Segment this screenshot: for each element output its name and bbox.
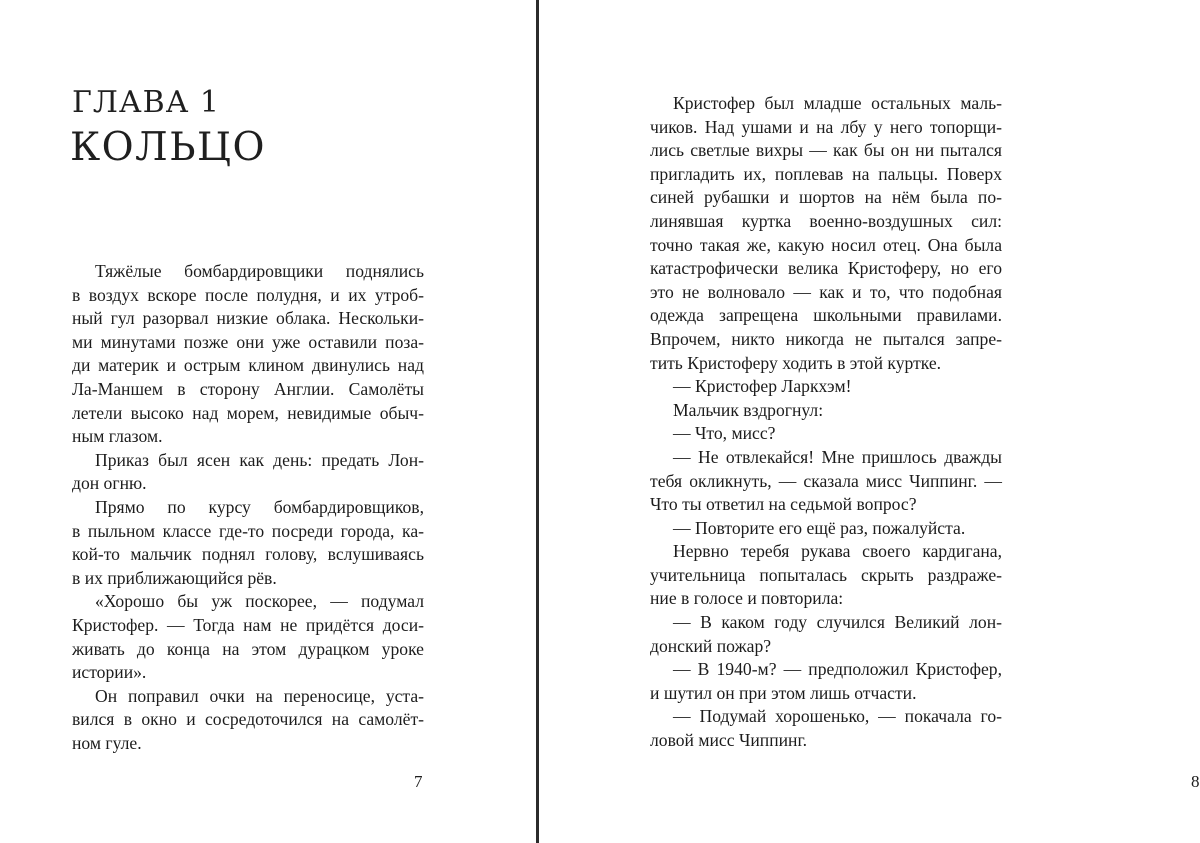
text-line: ми минутами позже они уже оставили поза-	[72, 331, 424, 352]
text-line: и шутил он при этом лишь отчасти.	[650, 682, 917, 703]
text-line: Кристофер. — Тогда нам не придётся доси-	[72, 614, 424, 635]
text-line: Ла-Маншем в сторону Англии. Самолёты	[72, 378, 424, 399]
text-line: донский пожар?	[650, 635, 772, 656]
chapter-title: КОЛЬЦО	[70, 125, 266, 170]
text-line: Нервно теребя рукава своего кардигана,	[673, 541, 1002, 562]
text-line: учительница попыталась скрыть раздраже-	[650, 564, 1002, 585]
text-line: — Не отвлекайся! Мне пришлось дважды	[673, 446, 1002, 467]
text-line: чиков. Над ушами и на лбу у него топорщи-	[650, 116, 1002, 137]
text-line: — В 1940-м? — предположил Кристофер,	[673, 659, 1002, 680]
text-line: вился в окно и сосредоточился на самолёт-	[72, 709, 424, 730]
page-number-left: 7	[414, 772, 423, 791]
text-line: летели высоко над морем, невидимые обыч-	[72, 402, 424, 423]
text-line: одежда запрещена школьными правилами.	[650, 305, 1002, 326]
text-line: Прямо по курсу бомбардировщиков,	[95, 496, 424, 517]
text-line: Что ты ответил на седьмой вопрос?	[650, 494, 917, 515]
text-line: в воздух вскоре после полудня, и их утроб-	[72, 284, 424, 305]
text-line: кой-то мальчик поднял голову, вслушиваясь	[72, 544, 424, 565]
text-line: — Что, мисс?	[673, 423, 776, 444]
left-page-body-text	[72, 260, 424, 755]
text-line: точно такая же, какую носил отец. Она была	[650, 234, 1002, 255]
text-line: в их приближающийся рёв.	[72, 567, 277, 588]
chapter-label: ГЛАВА 1	[72, 85, 221, 120]
text-line: — Подумай хорошенько, — покачала го-	[673, 706, 1002, 727]
text-line: дон огню.	[72, 473, 147, 494]
text-line: Кристофер был младше остальных маль-	[673, 93, 1002, 113]
text-line: — Повторите его ещё раз, пожалуйста.	[673, 517, 966, 538]
text-line: Мальчик вздрогнул:	[673, 399, 824, 420]
text-line: ным глазом.	[72, 426, 163, 447]
text-line: Впрочем, никто никогда не пытался запре-	[650, 328, 1002, 349]
text-line: лись светлые вихры — как бы он ни пытался	[650, 140, 1002, 161]
text-line: тебя окликнуть, — сказала мисс Чиппинг. —	[650, 470, 1002, 491]
text-line: Тяжёлые бомбардировщики поднялись	[95, 261, 424, 281]
text-line: Приказ был ясен как день: предать Лон-	[95, 449, 424, 470]
text-line: истории».	[72, 662, 147, 683]
text-line: ние в голосе и повторила:	[650, 588, 844, 609]
page-number-right: 8	[1191, 772, 1200, 791]
text-line: Он поправил очки на переносице, уста-	[95, 685, 424, 706]
right-page	[541, 0, 1200, 843]
text-line: живать до конца на этом дурацком уроке	[72, 638, 424, 659]
text-line: это не волновало — как и то, что подобная	[650, 281, 1002, 302]
text-line: ди материк и острым клином двинулись над	[72, 355, 424, 376]
text-line: синей рубашки и шортов на нём была по-	[650, 187, 1002, 208]
text-line: — Кристофер Ларкхэм!	[673, 376, 852, 397]
right-page-body-text	[650, 92, 1002, 753]
text-line: «Хорошо бы уж поскорее, — подумал	[95, 591, 424, 612]
left-page	[0, 0, 537, 843]
text-line: линявшая куртка военно-воздушных сил:	[650, 210, 1002, 231]
page-gutter-divider	[536, 0, 539, 843]
text-line: тить Кристоферу ходить в этой куртке.	[650, 352, 942, 373]
text-line: в пыльном классе где-то посреди города, ка-	[72, 520, 424, 541]
text-line: катастрофически велика Кристоферу, но его	[650, 258, 1002, 279]
text-line: ловой мисс Чиппинг.	[650, 730, 808, 751]
text-line: — В каком году случился Великий лон-	[673, 612, 1002, 633]
text-line: ный гул разорвал низкие облака. Нескольки-	[72, 308, 424, 329]
text-line: пригладить их, поплевав на пальцы. Поверх	[650, 163, 1002, 184]
text-line: ном гуле.	[72, 732, 142, 753]
